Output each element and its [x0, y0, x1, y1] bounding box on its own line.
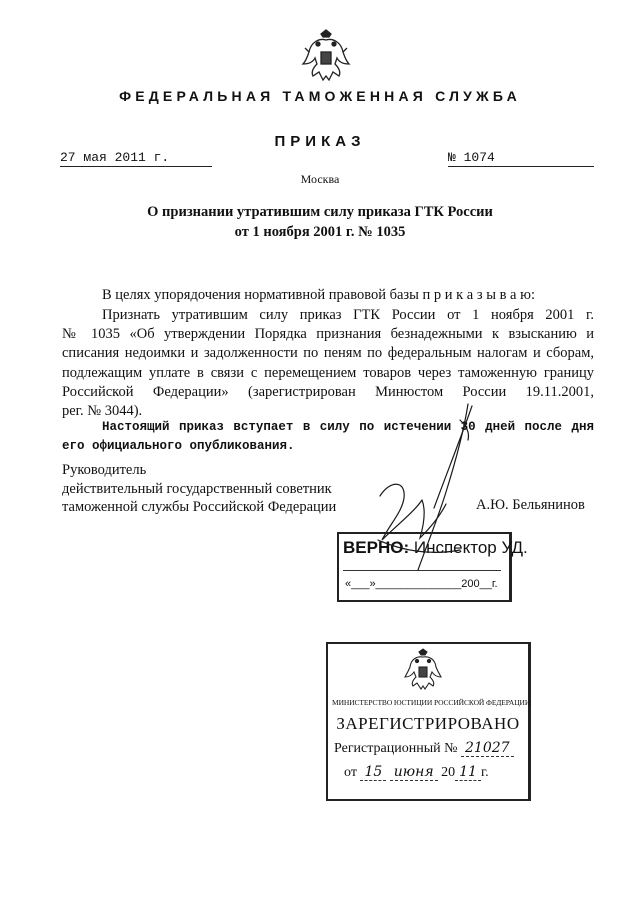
signatory-role: Руководитель — [62, 462, 147, 478]
signatory-name: А.Ю. Бельянинов — [476, 497, 585, 513]
paragraph-line: списания недоимки и задолженности по пеням по федеральным налогам и сборам, — [62, 345, 594, 362]
eagle-emblem-icon — [301, 28, 351, 84]
registration-day: 15 — [360, 764, 386, 781]
registration-date-prefix: от — [344, 765, 357, 780]
paragraph-line: № 1035 «Об утверждении Порядка признания безнадежными к взысканию и — [62, 326, 594, 343]
registration-number-value: 21027 — [461, 740, 514, 757]
verno-label: ВЕРНО: — [343, 538, 410, 557]
title-line-2: от 1 ноября 2001 г. № 1035 — [234, 224, 406, 240]
intro-line: В целях упорядочения нормативной правовой базы п р и к а з ы в а ю: — [102, 287, 535, 303]
order-date: 27 мая 2011 г. — [60, 150, 212, 167]
signatory-rank-line-1: действительный государственный советник — [62, 480, 332, 497]
order-number: № 1074 — [448, 150, 594, 167]
ministry-name: МИНИСТЕРСТВО ЮСТИЦИИ РОССИЙСКОЙ ФЕДЕРАЦИИ — [332, 698, 531, 707]
registration-year-prefix: 20 — [441, 765, 456, 780]
verno-inspector: Инспектор УД. — [409, 538, 528, 557]
effective-clause — [62, 418, 594, 456]
registration-month: июня — [390, 764, 438, 781]
city: Москва — [300, 172, 340, 186]
document-type: ПРИКАЗ — [274, 133, 366, 150]
registration-stamp — [326, 642, 531, 801]
paragraph-line: рег. № 3044). — [62, 403, 143, 420]
effective-line-1: Настоящий приказ вступает в силу по истечении 30 дней после дня — [102, 420, 594, 434]
registration-date-row — [344, 764, 489, 781]
document-title — [90, 202, 550, 242]
signatory-block — [62, 461, 336, 517]
paragraph-line: Российской Федерации» (зарегистрирован Минюстом России 19.11.2001, — [62, 383, 594, 400]
paragraph-line: подлежащим уплате в связи с перемещением товаров через таможенную границу — [62, 364, 594, 381]
registration-number-label: Регистрационный № — [334, 741, 458, 756]
registration-year-end: г. — [480, 765, 489, 780]
paragraph-line: Признать утратившим силу приказ ГТК России от 1 ноября 2001 г. — [102, 307, 594, 323]
verno-date-template: «___»______________200__г. — [345, 578, 498, 590]
agency-name: ФЕДЕРАЛЬНАЯ ТАМОЖЕННАЯ СЛУЖБА — [119, 88, 521, 104]
effective-line-2: его официального опубликования. — [62, 439, 295, 453]
registration-number-row — [334, 740, 514, 757]
signatory-rank-line-2: таможенной службы Российской Федерации — [62, 499, 337, 515]
title-line-1: О признании утратившим силу приказа ГТК России — [147, 204, 493, 220]
registration-status: ЗАРЕГИСТРИРОВАНО — [336, 714, 520, 733]
eagle-emblem-icon — [403, 648, 443, 692]
registration-year-suffix: 11 — [455, 764, 481, 781]
main-paragraph — [62, 306, 594, 421]
handwritten-signature — [360, 400, 510, 590]
